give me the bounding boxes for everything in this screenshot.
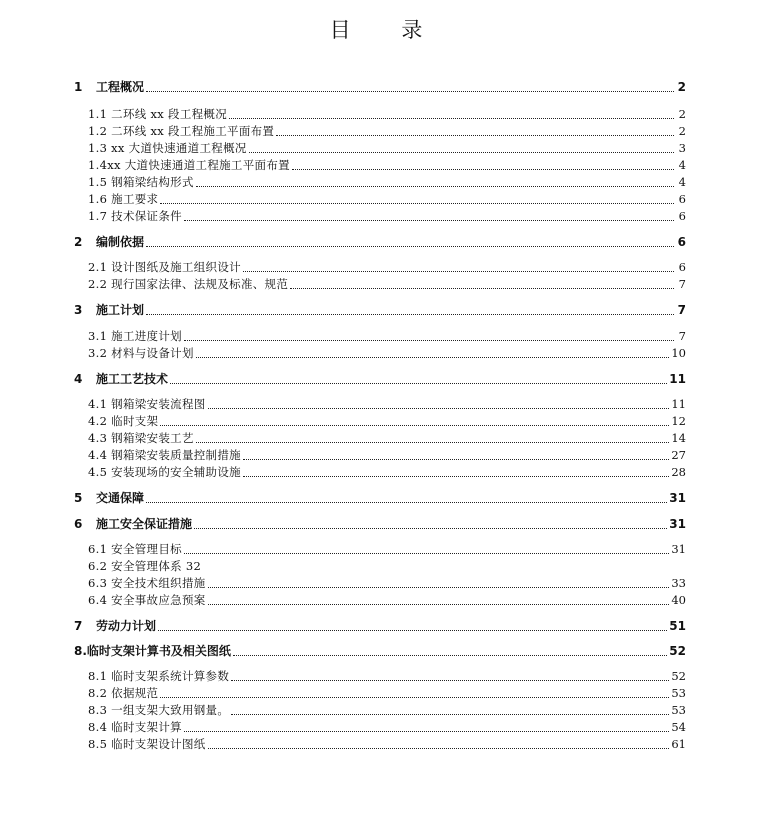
dot-leader (208, 747, 670, 749)
dot-leader (243, 475, 669, 477)
toc-entry-label: 4.2 临时支架 (88, 414, 159, 428)
toc-section-entry[interactable] (74, 737, 686, 752)
toc-section-entry[interactable] (74, 124, 686, 139)
toc-page-number: 6 (678, 209, 686, 223)
toc-entry-label: 1.3 xx 大道快速通道工程概况 (88, 141, 247, 155)
toc-chapter-entry[interactable] (74, 619, 686, 634)
toc-entry-label: 8.2 依据规范 (88, 686, 159, 700)
dot-leader (231, 713, 669, 715)
toc-page-number: 14 (671, 431, 686, 445)
toc-section-entry[interactable] (74, 593, 686, 608)
dot-leader (276, 134, 674, 136)
toc-entry-label: 3.2 材料与设备计划 (88, 346, 194, 360)
dot-leader (208, 586, 670, 588)
dot-leader (160, 424, 669, 426)
toc-page-number: 53 (671, 686, 686, 700)
dot-leader (231, 679, 669, 681)
toc-chapter-entry[interactable] (74, 644, 686, 659)
dot-leader (146, 245, 674, 247)
toc-entry-label: 工程概况 (96, 80, 145, 94)
toc-chapter-number: 7 (74, 619, 83, 633)
dot-leader (160, 696, 669, 698)
toc-section-entry[interactable] (74, 397, 686, 412)
dot-leader (146, 313, 674, 315)
dot-leader (184, 730, 669, 732)
toc-entry-label: 3.1 施工进度计划 (88, 329, 182, 343)
toc-section-entry[interactable] (74, 260, 686, 275)
toc-entry-label: 4.4 钢箱梁安装质量控制措施 (88, 448, 241, 462)
toc-chapter-entry[interactable] (74, 372, 686, 387)
toc-page-number: 4 (678, 175, 686, 189)
toc-entry-label: 2.2 现行国家法律、法规及标准、规范 (88, 277, 289, 291)
toc-entry-label: 1.5 钢箱梁结构形式 (88, 175, 194, 189)
toc-page-number: 52 (669, 644, 686, 658)
toc-section-entry[interactable] (74, 209, 686, 224)
toc-section-entry[interactable] (74, 465, 686, 480)
toc-entry-label: 1.7 技术保证条件 (88, 209, 182, 223)
toc-page-number: 31 (671, 542, 686, 556)
toc-page-number: 3 (678, 141, 686, 155)
toc-entry-label: 6.2 安全管理体系 32 (88, 559, 202, 573)
toc-page-number: 40 (671, 593, 686, 607)
dot-leader (243, 270, 674, 272)
toc-page-number: 31 (669, 517, 686, 531)
toc-entry-label: 6.1 安全管理目标 (88, 542, 182, 556)
toc-section-entry[interactable] (74, 329, 686, 344)
toc-section-entry[interactable] (74, 542, 686, 557)
toc-page-number: 54 (671, 720, 686, 734)
toc-entry-label: 8.1 临时支架系统计算参数 (88, 669, 230, 683)
toc-section-entry[interactable] (74, 720, 686, 735)
toc-chapter-number: 1 (74, 80, 83, 94)
toc-entry-label: 4.3 钢箱梁安装工艺 (88, 431, 194, 445)
toc-page-number: 10 (671, 346, 686, 360)
toc-page-number: 4 (678, 158, 686, 172)
dot-leader (158, 629, 667, 631)
toc-chapter-number: 5 (74, 491, 83, 505)
toc-section-entry[interactable] (74, 346, 686, 361)
toc-entry-label: 施工安全保证措施 (96, 517, 193, 531)
dot-leader (233, 654, 667, 656)
toc-page-number: 7 (677, 303, 686, 317)
toc-chapter-entry[interactable] (74, 303, 686, 318)
toc-section-entry[interactable] (74, 431, 686, 446)
toc-section-entry[interactable] (74, 686, 686, 701)
toc-page-number: 7 (678, 277, 686, 291)
dot-leader (146, 501, 667, 503)
toc-section-entry[interactable] (74, 414, 686, 429)
dot-leader (196, 356, 670, 358)
toc-page-number: 11 (669, 372, 686, 386)
toc-page-number: 28 (671, 465, 686, 479)
dot-leader (160, 202, 674, 204)
toc-section-entry[interactable] (74, 107, 686, 122)
toc-section-entry[interactable] (74, 277, 686, 292)
toc-entry-label: 施工计划 (96, 303, 145, 317)
toc-chapter-entry[interactable] (74, 80, 686, 95)
toc-entry-label: 劳动力计划 (96, 619, 157, 633)
toc-page-number: 53 (671, 703, 686, 717)
toc-section-entry[interactable] (74, 669, 686, 684)
dot-leader (184, 219, 674, 221)
toc-entry-label: 1.2 二环线 xx 段工程施工平面布置 (88, 124, 275, 138)
dot-leader (243, 458, 669, 460)
toc-page-number: 2 (678, 124, 686, 138)
toc-page-number: 52 (671, 669, 686, 683)
toc-section-entry[interactable] (74, 141, 686, 156)
toc-entry-label: 1.1 二环线 xx 段工程概况 (88, 107, 228, 121)
toc-title: 目 录 (329, 18, 445, 42)
toc-page-number: 33 (671, 576, 686, 590)
toc-entry-label: 交通保障 (96, 491, 145, 505)
toc-entry-label: 2.1 设计图纸及施工组织设计 (88, 260, 241, 274)
toc-entry-label: 6.4 安全事故应急预案 (88, 593, 206, 607)
dot-leader (208, 603, 670, 605)
toc-page-number: 2 (678, 107, 686, 121)
toc-section-entry[interactable] (74, 192, 686, 207)
dot-leader (170, 382, 667, 384)
toc-entry-label: 4.5 安装现场的安全辅助设施 (88, 465, 241, 479)
toc-chapter-number: 4 (74, 372, 83, 386)
toc-page-number: 61 (671, 737, 686, 751)
toc-section-entry[interactable] (74, 703, 686, 718)
toc-page-number: 6 (678, 260, 686, 274)
toc-chapter-entry[interactable] (74, 491, 686, 506)
toc-entry-label: 4.1 钢箱梁安装流程图 (88, 397, 206, 411)
toc-page-number: 51 (669, 619, 686, 633)
toc-page-number: 6 (677, 235, 686, 249)
dot-leader (184, 339, 674, 341)
toc-section-entry[interactable] (74, 448, 686, 463)
toc-page-number: 2 (677, 80, 686, 94)
dot-leader (194, 527, 667, 529)
toc-chapter-number: 3 (74, 303, 83, 317)
toc-entry-label: 编制依据 (96, 235, 145, 249)
dot-leader (203, 570, 674, 571)
toc-entry-label: 1.4xx 大道快速通道工程施工平面布置 (88, 158, 290, 172)
dot-leader (292, 168, 674, 170)
dot-leader (196, 441, 670, 443)
toc-section-entry[interactable] (74, 175, 686, 190)
dot-leader (249, 151, 674, 153)
toc-page-number: 7 (678, 329, 686, 343)
dot-leader (146, 90, 674, 92)
dot-leader (290, 287, 674, 289)
toc-entry-label: 8.4 临时支架计算 (88, 720, 182, 734)
toc-entry-label: 8.3 一组支架大致用钢量。 (88, 703, 230, 717)
dot-leader (208, 407, 670, 409)
toc-entry-label: 1.6 施工要求 (88, 192, 159, 206)
toc-page-number: 12 (671, 414, 686, 428)
toc-entry-label: 8.5 临时支架设计图纸 (88, 737, 206, 751)
toc-chapter-number: 6 (74, 517, 83, 531)
toc-section-entry[interactable] (74, 158, 686, 173)
toc-page-number: 31 (669, 491, 686, 505)
toc-page-number: 27 (671, 448, 686, 462)
toc-section-entry[interactable] (74, 559, 686, 574)
dot-leader (184, 552, 669, 554)
toc-entry-label: 临时支架计算书及相关图纸 (86, 644, 231, 658)
dot-leader (229, 117, 674, 119)
toc-chapter-number: 8. (74, 644, 87, 658)
toc-entry-label: 施工工艺技术 (96, 372, 169, 386)
toc-page-number: 11 (671, 397, 686, 411)
toc-entry-label: 6.3 安全技术组织措施 (88, 576, 206, 590)
toc-chapter-entry[interactable] (74, 235, 686, 250)
toc-chapter-entry[interactable] (74, 517, 686, 532)
dot-leader (196, 185, 674, 187)
toc-section-entry[interactable] (74, 576, 686, 591)
toc-page-number: 6 (678, 192, 686, 206)
toc-chapter-number: 2 (74, 235, 83, 249)
